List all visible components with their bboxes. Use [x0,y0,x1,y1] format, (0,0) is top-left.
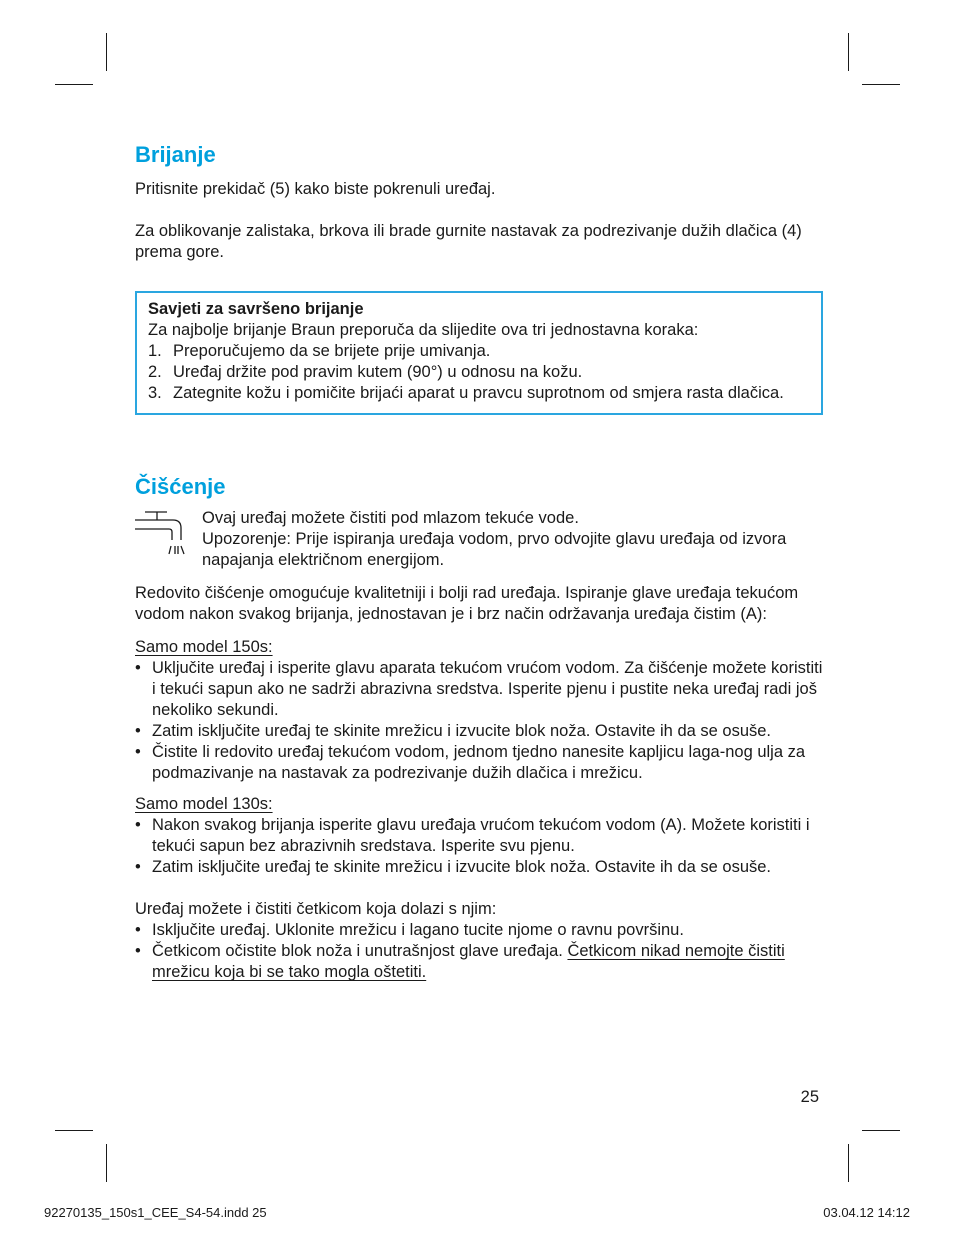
model-150s-label: Samo model 150s: [135,638,273,656]
list-item: • Zatim isključite uređaj te skinite mrežicu i izvucite blok noža. Ostavite ih da se osuše. [135,722,772,740]
page-number: 25 [800,1088,819,1106]
footer-datetime: 03.04.12 14:12 [823,1205,910,1220]
water-tap-icon [133,506,189,558]
crop-mark [862,84,900,85]
page-content [135,140,825,983]
list-item: • Isključite uređaj. Uklonite mrežicu i lagano tucite njome o ravnu površinu. [135,921,684,939]
crop-mark [55,1130,93,1131]
footer-file-name: 92270135_150s1_CEE_S4-54.indd 25 [44,1205,267,1220]
model-150s-list [135,658,825,784]
tips-box [135,291,823,415]
paragraph-brush-intro: Uređaj možete i čistiti četkicom koja dolazi s njim: [135,900,497,918]
tips-list-item: 1. Preporučujemo da se brijete prije umivanja. [148,342,491,360]
tips-list-item: 3. Zategnite kožu i pomičite brijaći aparat u pravcu suprotnom od smjera rasta dlačica. [148,384,784,402]
list-item: • Četkicom očistite blok noža i unutrašnjost glave uređaja. Četkicom nikad nemojte čistiti mrežicu koja bi se tako mogla oštetiti. [135,942,785,981]
list-item: • Zatim isključite uređaj te skinite mrežicu i izvucite blok noža. Ostavite ih da se osuše. [135,858,772,876]
tips-title: Savjeti za savršeno brijanje [148,300,364,318]
paragraph-rinse: Ovaj uređaj možete čistiti pod mlazom tekuće vode. [202,509,579,527]
list-item: • Nakon svakog brijanja isperite glavu uređaja vrućom tekućom vodom (A). Možete koristiti i tekući sapun bez abrazivnih sredstava. Isperite svu pjenu. [135,816,810,855]
tips-intro: Za najbolje brijanje Braun preporuča da slijedite ova tri jednostavna koraka: [148,321,699,339]
crop-mark [55,84,93,85]
crop-mark [106,1144,107,1182]
paragraph-warning: Upozorenje: Prije ispiranja uređaja vodom, prvo odvojite glavu uređaja od izvora napajanja električnom energijom. [202,530,787,569]
crop-mark [848,1144,849,1182]
brush-list [135,920,825,983]
tips-list [148,341,809,404]
tips-list-item: 2. Uređaj držite pod pravim kutem (90°) u odnosu na kožu. [148,363,583,381]
brush-warning: Četkicom nikad nemojte čistiti mrežicu koja bi se tako mogla oštetiti. [152,942,785,981]
crop-mark [106,33,107,71]
paragraph-trimmer: Za oblikovanje zalistaka, brkova ili brade gurnite nastavak za podrezivanje dužih dlačica (4) prema gore. [135,222,802,261]
list-item: • Uključite uređaj i isperite glavu aparata tekućom vrućom vodom. Za čišćenje možete koristiti i tekući sapun ako ne sadrži abrazivna sredstva. Isperite pjenu i pustite neka uređaj radi još nekoliko sekundi. [135,659,823,719]
crop-mark [862,1130,900,1131]
model-130s-list [135,815,825,878]
section-heading-cleaning: Čišćenje [135,474,226,499]
paragraph-switch-on: Pritisnite prekidač (5) kako biste pokrenuli uređaj. [135,180,496,198]
crop-mark [848,33,849,71]
section-heading-shaving: Brijanje [135,142,216,167]
list-item: • Čistite li redovito uređaj tekućom vodom, jednom tjedno nanesite kapljicu laga-nog ulja za podmazivanje na nastavak za podrezivanje dužih dlačica i mrežicu. [135,743,806,782]
paragraph-regular-cleaning: Redovito čišćenje omogućuje kvalitetniji i bolji rad uređaja. Ispiranje glave uređaja tekućom vodom nakon svakog brijanja, jednostavan je i brz način održavanja uređaja čistim (A): [135,584,799,623]
model-130s-label: Samo model 130s: [135,795,273,813]
water-rinse-note [135,508,825,571]
